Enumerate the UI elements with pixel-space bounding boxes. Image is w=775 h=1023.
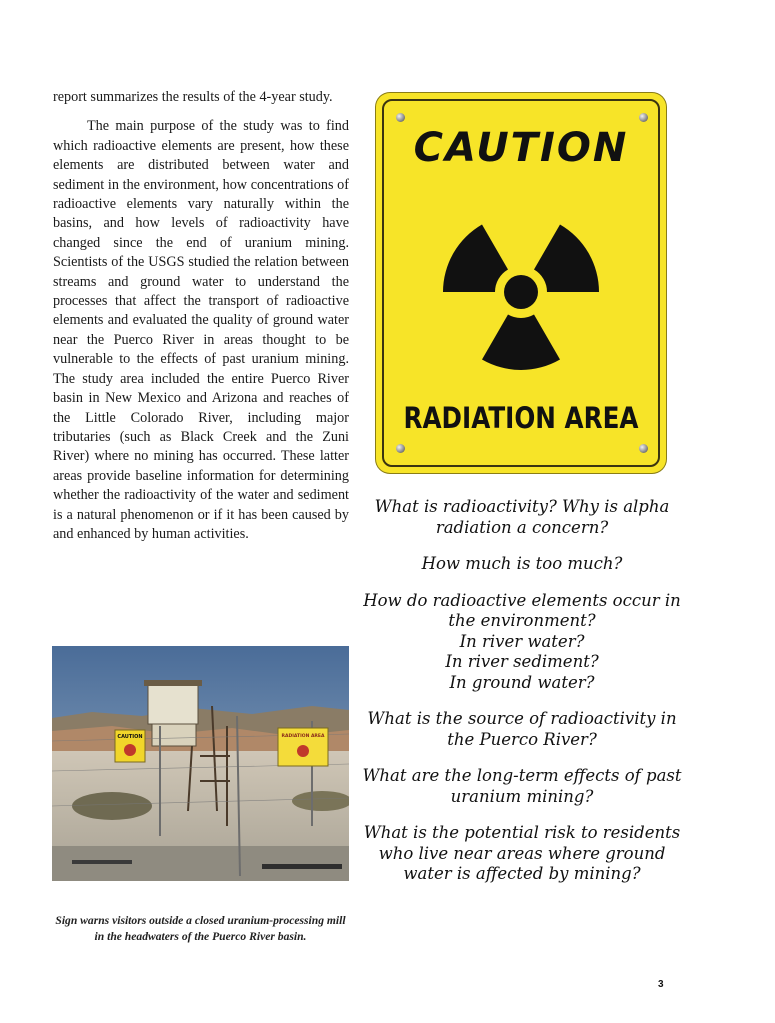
- photo-caption: Sign warns visitors outside a closed uranium-processing mill in the headwaters of the Puerco River basin.: [55, 914, 346, 943]
- rivet-icon: [396, 444, 405, 453]
- photo-caution-sign-left: [115, 730, 145, 762]
- sign-radiation-area-text: RADIATION AREA: [403, 401, 639, 435]
- question-long-term: What are the long-term effects of past uranium mining?: [362, 766, 682, 806]
- radiation-trefoil-icon: [440, 211, 602, 373]
- photo-sign-left-text: CAUTION: [117, 734, 143, 740]
- question-line: In river water?: [459, 631, 585, 651]
- question-source: What is the source of radioactivity in the Puerco River?: [367, 709, 677, 749]
- body-text-column: [53, 88, 349, 544]
- question-line: In ground water?: [449, 672, 595, 692]
- question-line: In river sediment?: [445, 652, 599, 671]
- caution-sign: [376, 93, 666, 473]
- page-number: 3: [658, 979, 664, 990]
- rivet-icon: [639, 113, 648, 122]
- question-risk: What is the potential risk to residents who live near areas where ground water is affected by mining?: [363, 823, 681, 883]
- questions-list: [362, 497, 682, 901]
- question-how-much: How much is too much?: [421, 554, 623, 573]
- photo-sign-right-text: RADIATION AREA: [281, 734, 325, 739]
- question-occurrence: [362, 591, 682, 694]
- sign-caution-text: CAUTION: [413, 125, 629, 171]
- rivet-icon: [396, 113, 405, 122]
- photo-caution-sign-right: [278, 728, 328, 766]
- question-radioactivity: What is radioactivity? Why is alpha radiation a concern?: [374, 497, 670, 537]
- paragraph-continued: report summarizes the results of the 4-year study.: [53, 89, 333, 105]
- mill-site-photo: [52, 646, 349, 881]
- paragraph-main-purpose: The main purpose of the study was to find which radioactive elements are present, how these elements are distributed between water and sediment in the environment, how concentrations of radioactive elements vary naturally within the basins, and how levels of radioactivity have changed since the end of uranium mining. Scientists of the USGS studied the relation between streams and ground water to understand the processes that affect the transport of radioactive elements and evaluated the quality of ground water near the Puerco River in areas thought to be vulnerable to the effects of past uranium mining. The study area included the entire Puerco River basin in New Mexico and Arizona and reaches of the Little Colorado River, including major tributaries (such as Black Creek and the Zuni River) where no mining has occurred. These latter areas provide baseline information for determining whether the radioactivity of the water and sediment is a natural phenomenon or if it has been caused by and enhanced by human activities.: [53, 118, 349, 542]
- rivet-icon: [639, 444, 648, 453]
- question-line: How do radioactive elements occur in the environment?: [363, 590, 681, 630]
